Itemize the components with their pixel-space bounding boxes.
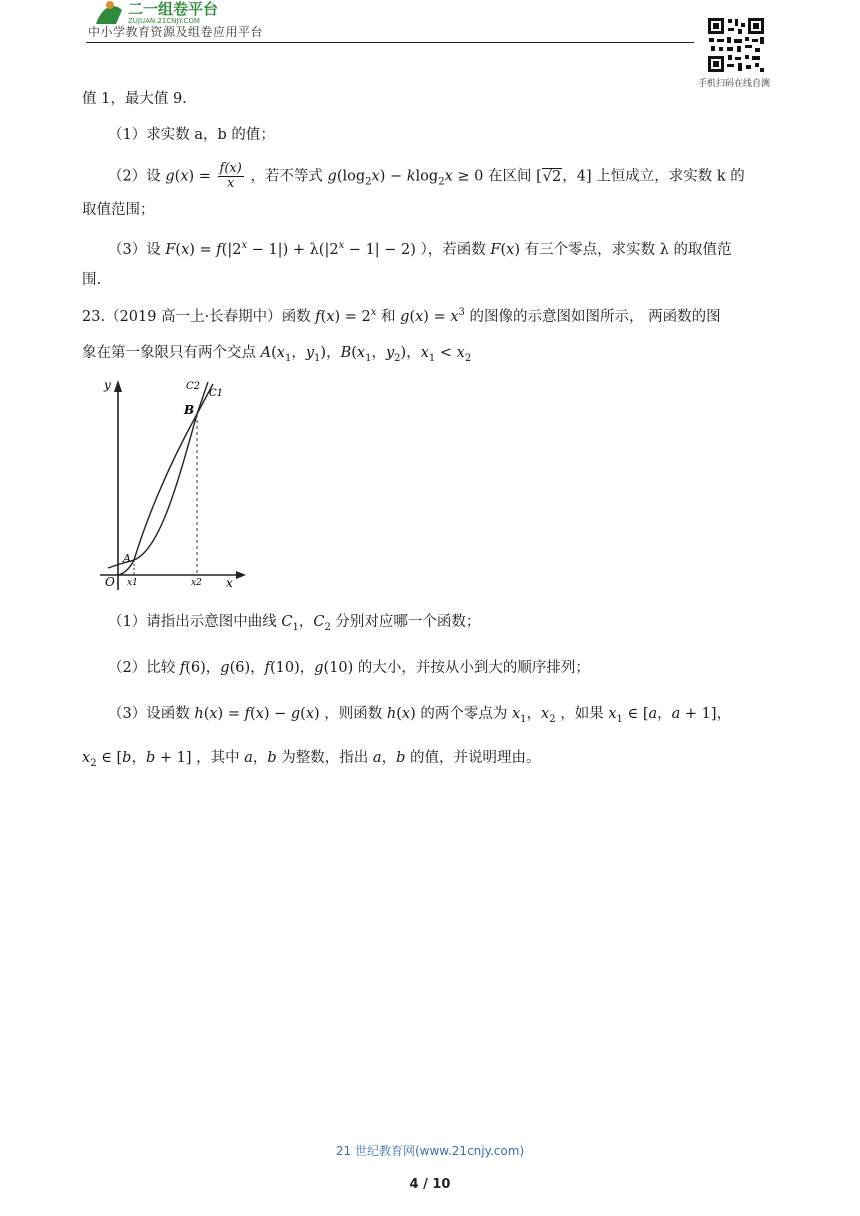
point-a-label: A: [123, 552, 131, 565]
q22-p2-interval-end: 4: [576, 168, 586, 185]
q23-p3-line2-mid2: 为整数，指出: [281, 750, 369, 766]
q23-intro-b: 的图像的示意图如图所示， 两函数的图: [469, 308, 721, 325]
q23-intro: 23.（2019 高一上·长春期中）函数 $f(x) = 2^x$ 和 $g(x) = x^3$ 的图像的示意图如图所示， 两函数的图: [82, 307, 721, 325]
origin-label: O: [105, 575, 115, 589]
q23-part-3: （3）设函数 h(x) = f(x) − g(x) ，则函数 h(x) 的两个零点为 $x_1$，$x_2$ ，如果 $x_1$ ∈ [a，a + 1]，: [108, 706, 732, 725]
q22-p2-interval-word: 在区间: [487, 168, 532, 185]
svg-text:二一组卷平台: 二一组卷平台: [128, 0, 219, 18]
y-axis-arrow-icon: [114, 380, 122, 392]
q22-part-2-line-2: 取值范围；: [82, 202, 155, 218]
function-graph-figure: [100, 372, 250, 594]
q23-p3-line2-mid: ，其中: [196, 750, 240, 766]
q23-number: 23.: [82, 308, 106, 325]
q22-p2-mid: ，若不等式: [250, 168, 323, 185]
q22-continuation: 值 1，最大值 9.: [82, 91, 187, 107]
header-subtitle: 中小学教育资源及组卷应用平台: [88, 25, 264, 39]
y-axis-label: y: [104, 378, 111, 392]
page-header: [0, 0, 860, 95]
q22-p2-tail: 上恒成立，求实数 k 的: [596, 168, 745, 185]
q23-part-3-line-2: $x_2$ ∈ [b，b + 1] ，其中 a，b 为整数，指出 a，b 的值，并说明理由。: [82, 750, 541, 769]
q23-source: （2019 高一上·长春期中）: [105, 308, 282, 325]
q23-intro-line-2: 象在第一象限只有两个交点 $A(x_1$，$y_1$)，$B(x_1$，$y_2$)，$x_1 < x_2$: [82, 345, 472, 364]
q23-p3-prefix: （3）设函数: [108, 706, 190, 722]
q22-part-3: （3）设 $F(x) = f(|2^x - 1|) + \lambda(|2^x - 1| - 2)$ ），若函数 F(x) 有三个零点，求实数 λ 的取值范: [108, 240, 732, 258]
point-b-label: B: [184, 403, 195, 417]
page-number: 4 / 10: [409, 1177, 451, 1192]
qr-caption: 手机扫码在线自测: [698, 79, 771, 89]
qr-code-icon[interactable]: [705, 15, 767, 75]
q22-part-2: （2）设 g(x) = $\frac{f(x)}{x}$ ，若不等式 $g(\log_2x) - klog_2x \ge 0$ 在区间 [√2，4] 上恒成立，求实数 k 的: [108, 161, 745, 191]
q23-p1-tail: 分别对应哪一个函数；: [335, 614, 481, 630]
q22-p3-mid: ），若函数: [420, 241, 486, 258]
q23-p2-tail: 的大小，并按从小到大的顺序排列；: [357, 660, 590, 676]
q22-p2-prefix: （2）设: [108, 168, 161, 185]
svg-text:ZUJUAN.21CNJY.COM: ZUJUAN.21CNJY.COM: [128, 17, 200, 25]
curve-c2-label: C2: [186, 381, 201, 392]
q22-part-1: （1）求实数 a，b 的值；: [108, 127, 275, 143]
q23-intro-a: 函数: [281, 308, 311, 325]
q23-p3-mid3: ，如果: [560, 706, 604, 722]
q23-part-2: （2）比较 f(6)，g(6)，f(10)，g(10) 的大小，并按从小到大的顺序排列；: [108, 660, 590, 676]
q23-p2-prefix: （2）比较: [108, 660, 176, 676]
q23-intro-and: 和: [381, 308, 396, 325]
curve-c2: [118, 382, 208, 575]
q23-p3-mid1: ，则函数: [324, 706, 383, 722]
x2-tick-label: x2: [191, 578, 202, 588]
fraction-fx-over-x: $\frac{f(x)}{x}$: [219, 161, 242, 191]
x-axis-label: x: [226, 576, 233, 590]
header-rule: [86, 42, 694, 43]
q22-part-3-line-2: 围.: [82, 272, 102, 288]
x-axis-arrow-icon: [236, 571, 246, 579]
q23-line2-text: 象在第一象限只有两个交点: [82, 345, 256, 361]
q23-part-1: （1）请指出示意图中曲线 $C_1$，$C_2$ 分别对应哪一个函数；: [108, 614, 481, 633]
q23-p1-prefix: （1）请指出示意图中曲线: [108, 614, 277, 630]
q22-p3-prefix: （3）设: [108, 241, 161, 258]
curve-c1-label: C1: [209, 388, 224, 399]
q23-p3-line2-tail: 的值，并说明理由。: [409, 750, 541, 766]
q23-p3-mid2: 的两个零点为: [420, 706, 508, 722]
footer-site-link[interactable]: 21 世纪教育网(www.21cnjy.com): [335, 1144, 525, 1158]
x1-tick-label: x1: [127, 578, 138, 588]
q22-p3-tail: 有三个零点，求实数 λ 的取值范: [524, 241, 732, 258]
